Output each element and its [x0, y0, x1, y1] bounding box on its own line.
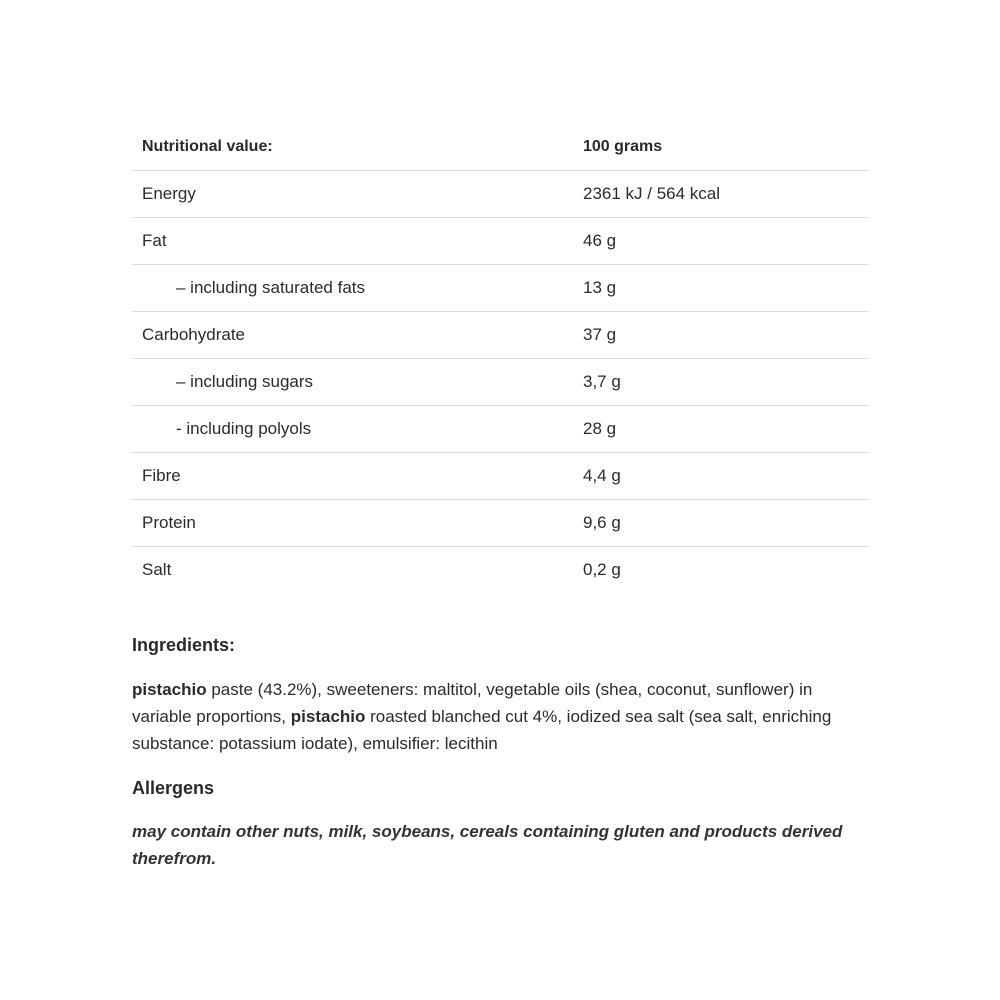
- table-row: [132, 265, 869, 312]
- table-header-row: [132, 124, 869, 171]
- row-label-saturated-fats: – including saturated fats: [132, 265, 573, 312]
- row-value-carbohydrate: 37 g: [573, 312, 869, 359]
- ingredient-pistachio: pistachio: [290, 707, 366, 726]
- table-row: [132, 312, 869, 359]
- nutrition-table: [132, 124, 869, 593]
- row-value-salt: 0,2 g: [583, 560, 621, 579]
- row-label-protein: Protein: [132, 500, 573, 547]
- allergens-text: may contain other nuts, milk, soybeans, cereals containing gluten and products derived therefrom.: [132, 822, 843, 868]
- ingredients-text: [132, 676, 869, 757]
- row-label-energy: Energy: [132, 171, 573, 218]
- nutrition-header-label: Nutritional value:: [132, 124, 573, 171]
- table-row: [132, 359, 869, 406]
- ingredients-text-part: roasted blanched cut 4%, iodized sea salt (sea salt, enriching substance: potassium iodate), emulsifier: lecithin: [132, 707, 832, 753]
- table-row: [132, 171, 869, 218]
- product-info: [132, 124, 869, 872]
- ingredient-pistachio: pistachio: [132, 680, 207, 699]
- allergens-heading: Allergens: [132, 778, 215, 798]
- row-label-polyols: - including polyols: [132, 406, 573, 453]
- row-label-fibre: Fibre: [132, 453, 573, 500]
- row-label-sugars: – including sugars: [132, 359, 573, 406]
- table-row: [132, 500, 869, 547]
- row-value-energy: 2361 kJ / 564 kcal: [573, 171, 869, 218]
- row-value-fibre: 4,4 g: [573, 453, 869, 500]
- row-value-saturated-fats: 13 g: [573, 265, 869, 312]
- row-value-sugars: 3,7 g: [573, 359, 869, 406]
- row-value-fat: 46 g: [573, 218, 869, 265]
- row-value-polyols: 28 g: [573, 406, 869, 453]
- row-label-carbohydrate: Carbohydrate: [132, 312, 573, 359]
- nutrition-header-value: 100 grams: [573, 124, 869, 171]
- row-label-salt: Salt: [142, 560, 172, 579]
- row-value-protein: 9,6 g: [573, 500, 869, 547]
- table-row: [132, 218, 869, 265]
- table-row: [132, 453, 869, 500]
- row-label-fat: Fat: [132, 218, 573, 265]
- ingredients-text-part: paste (43.2%), sweeteners: maltitol, vegetable oils (shea, coconut, sunflower) in variable proportions,: [132, 680, 813, 726]
- table-row: [132, 406, 869, 453]
- table-row: [132, 547, 869, 594]
- ingredients-heading: Ingredients:: [132, 635, 236, 655]
